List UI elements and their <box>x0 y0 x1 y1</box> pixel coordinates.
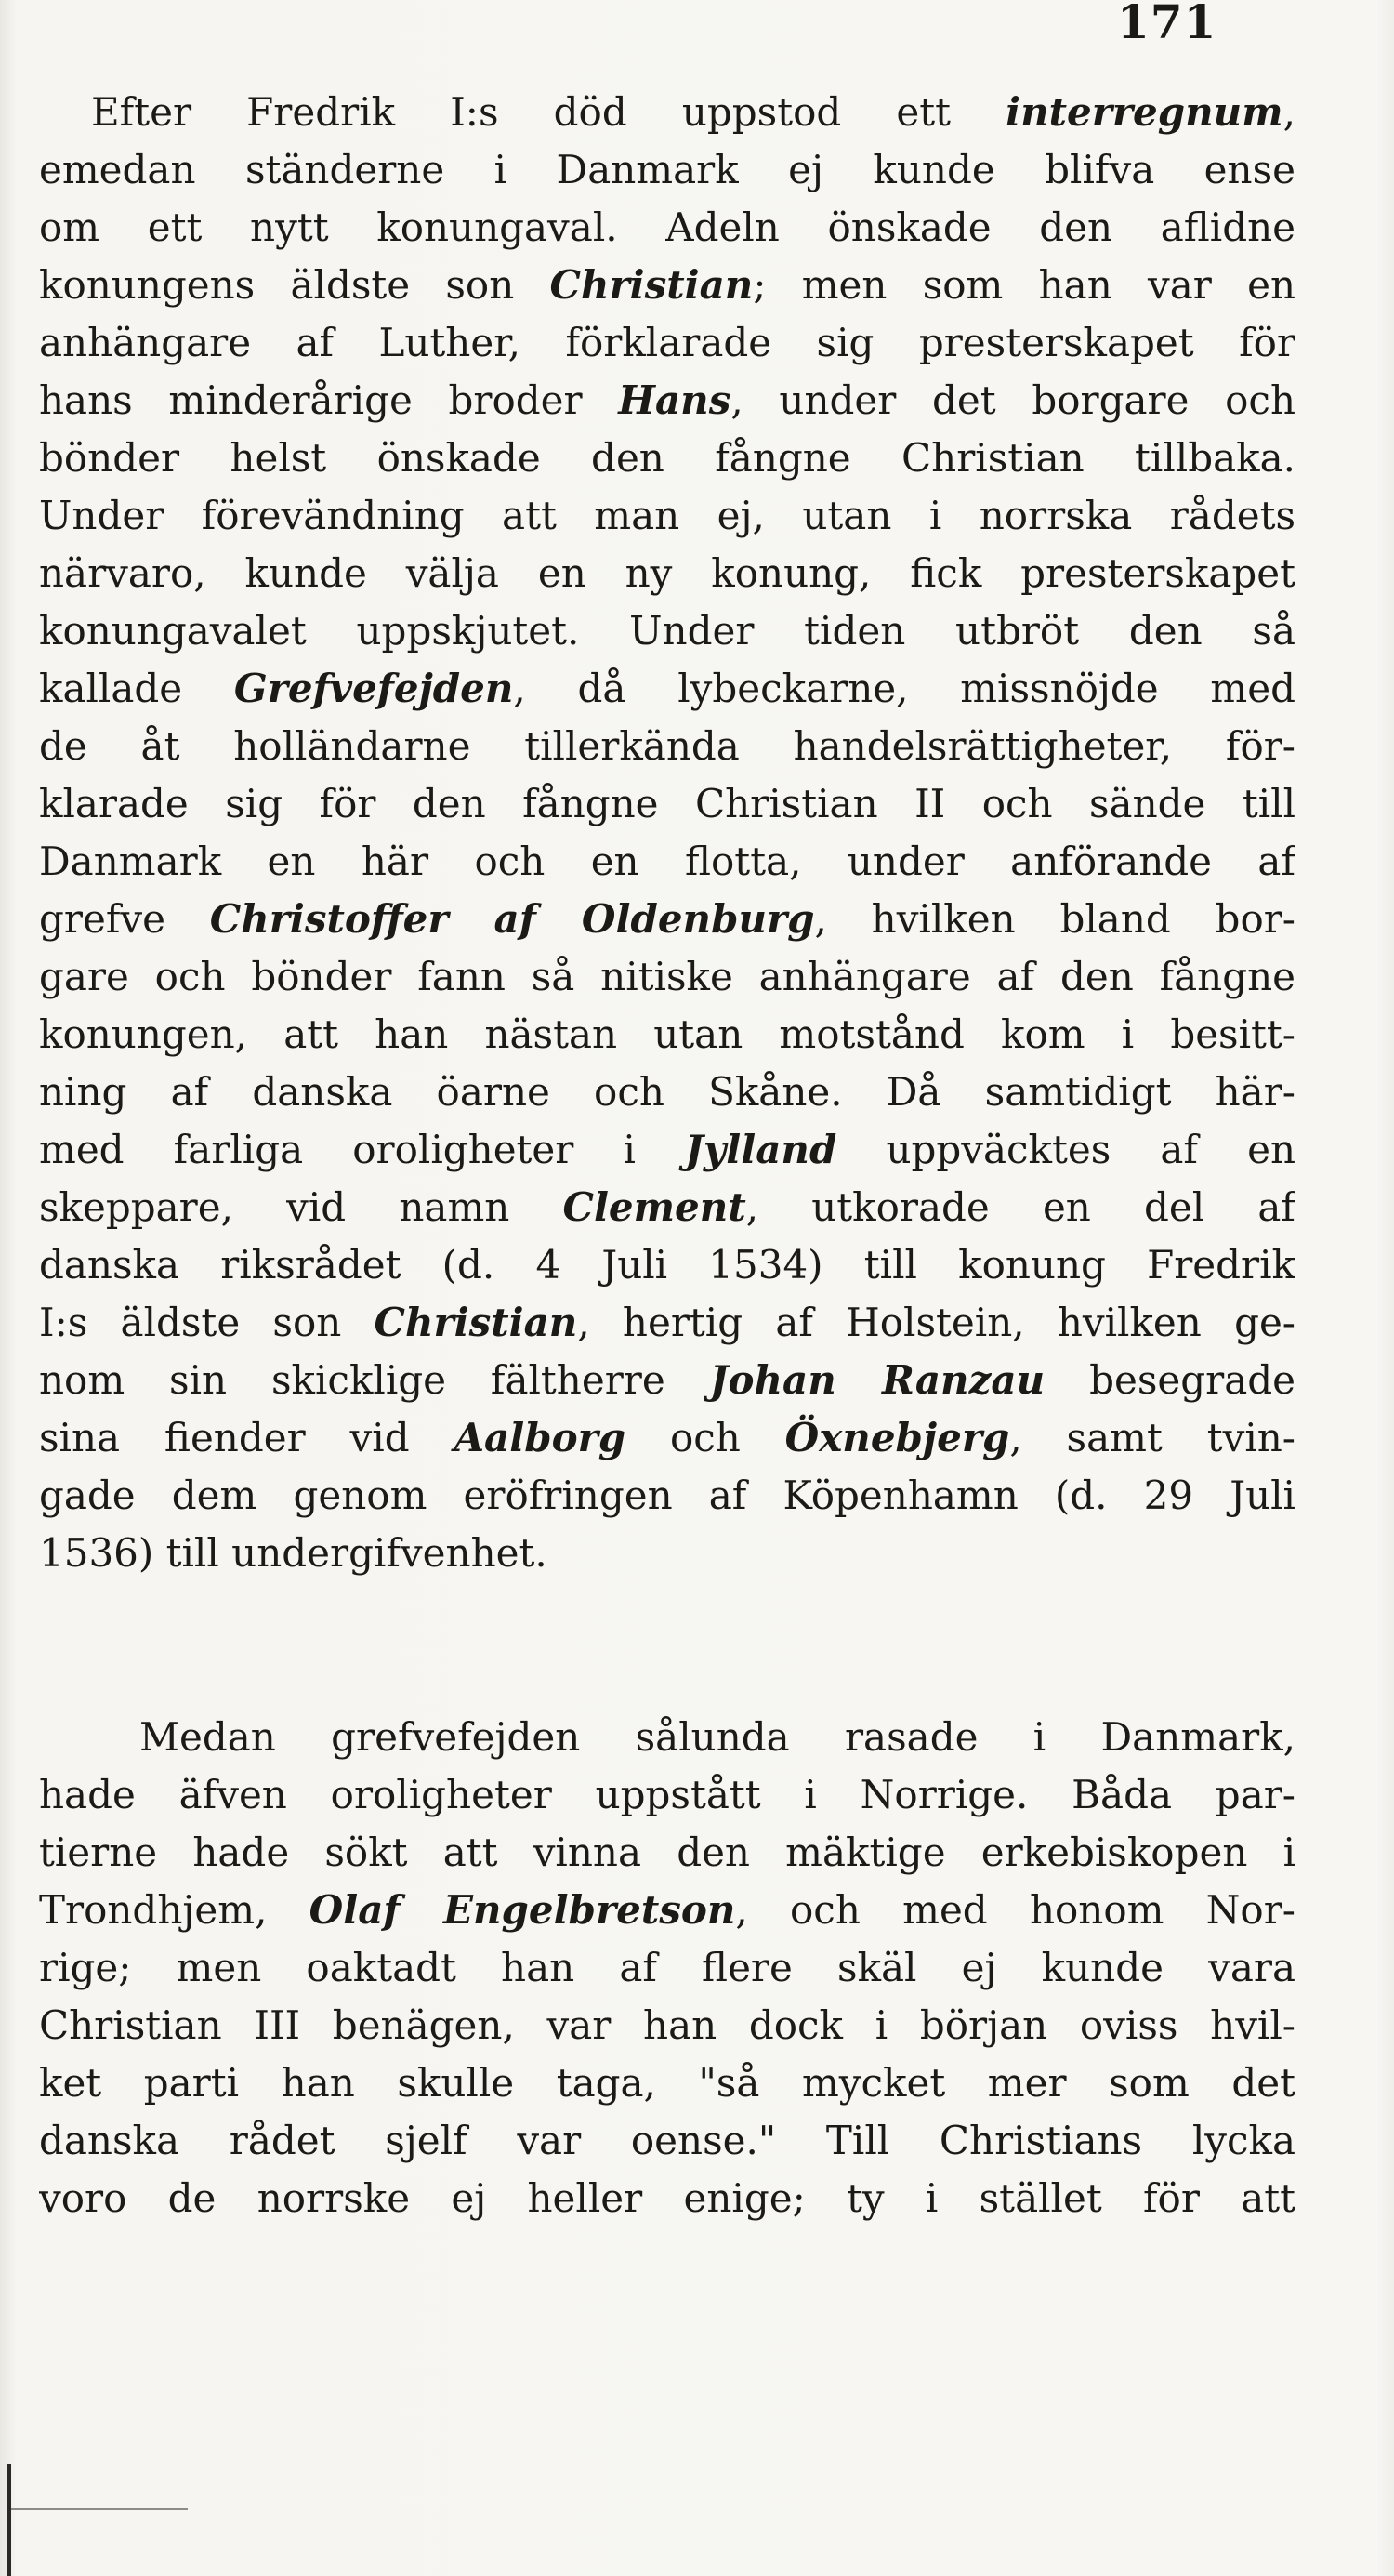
text-line <box>39 1409 1295 1467</box>
text-line <box>39 314 1295 372</box>
text-line <box>39 84 1295 141</box>
page-edge-line <box>11 2508 188 2510</box>
line-text: , hvilken bland bor- <box>814 896 1295 942</box>
line-text: skeppare, vid namn <box>39 1184 563 1230</box>
text-line <box>39 1882 1295 1939</box>
line-text: besegrade <box>1045 1357 1295 1403</box>
text-line <box>39 1766 1295 1824</box>
line-text: gare och bönder fann så nitiske anhängare af den fångne <box>39 954 1295 999</box>
line-text: ning af danska öarne och Skåne. Då samtidigt här- <box>39 1069 1295 1115</box>
emphasized-name: Jylland <box>685 1127 837 1172</box>
emphasized-name: Johan Ranzau <box>709 1357 1046 1403</box>
line-text: närvaro, kunde välja en ny konung, fick presterskapet <box>39 550 1295 596</box>
margin-rule <box>7 2464 11 2576</box>
text-line <box>39 372 1295 429</box>
line-text: kallade <box>39 666 234 711</box>
line-text: voro de norrske ej heller enige; ty i stället för att <box>39 2175 1295 2221</box>
emphasized-name: Christoffer af Oldenburg <box>209 896 815 942</box>
emphasized-name: Aalborg <box>454 1415 626 1460</box>
text-line <box>39 1467 1295 1525</box>
line-text: danska riksrådet (d. 4 Juli 1534) till konung Fredrik <box>39 1242 1295 1288</box>
text-line <box>39 2054 1295 2112</box>
text-line <box>39 1006 1295 1063</box>
text-line <box>39 1236 1295 1294</box>
line-text: med farliga oroligheter i <box>39 1127 686 1172</box>
line-text: Christian III benägen, var han dock i början oviss hvil- <box>39 2002 1295 2048</box>
text-line <box>39 1179 1295 1236</box>
text-line <box>39 775 1295 833</box>
line-text: Under förevändning att man ej, utan i norrska rådets <box>39 493 1295 538</box>
text-line <box>39 1709 1295 1766</box>
emphasized-name: Öxnebjerg <box>784 1415 1010 1460</box>
text-line <box>39 1824 1295 1882</box>
line-text: nom sin skicklige fältherre <box>39 1357 710 1403</box>
text-line <box>39 891 1295 948</box>
text-line <box>39 1121 1295 1179</box>
text-line <box>39 2170 1295 2227</box>
text-line <box>39 141 1295 199</box>
line-text: grefve <box>39 896 210 942</box>
line-text: anhängare af Luther, förklarade sig presterskapet för <box>39 320 1295 365</box>
line-text: sina fiender vid <box>39 1415 454 1460</box>
line-text: , under det borgare och <box>730 377 1295 423</box>
line-text: danska rådet sjelf var oense." Till Christians lycka <box>39 2118 1295 2163</box>
line-text: , utkorade en del af <box>745 1184 1295 1230</box>
emphasized-name: Christian <box>549 262 754 308</box>
line-text: 1536) till undergifvenhet. <box>39 1530 547 1576</box>
text-line <box>39 545 1295 602</box>
text-line <box>39 1525 1295 1582</box>
line-text: konungens äldste son <box>39 262 550 308</box>
text-line <box>39 2112 1295 2170</box>
text-line <box>39 1939 1295 1997</box>
line-text: ket parti han skulle taga, "så mycket mer som det <box>39 2060 1295 2106</box>
emphasized-name: Christian <box>374 1300 578 1345</box>
text-line <box>39 199 1295 257</box>
line-text: Danmark en här och en flotta, under anförande af <box>39 839 1295 884</box>
text-line <box>39 1063 1295 1121</box>
line-text: konungavalet uppskjutet. Under tiden utbröt den så <box>39 608 1295 654</box>
text-line <box>39 948 1295 1006</box>
text-line <box>39 602 1295 660</box>
text-line <box>39 257 1295 314</box>
text-line <box>39 718 1295 775</box>
line-text: I:s äldste son <box>39 1300 375 1345</box>
line-text: hade äfven oroligheter uppstått i Norrige. Båda par- <box>39 1772 1295 1817</box>
emphasized-name: Olaf Engelbretson <box>309 1887 736 1933</box>
text-line <box>39 660 1295 718</box>
text-line <box>39 1294 1295 1352</box>
line-text: Efter Fredrik I:s död uppstod ett <box>91 89 1006 135</box>
line-text: om ett nytt konungaval. Adeln önskade den aflidne <box>39 205 1295 250</box>
line-text: , och med honom Nor- <box>735 1887 1295 1933</box>
line-text: rige; men oaktadt han af flere skäl ej kunde vara <box>39 1945 1295 1990</box>
line-text: bönder helst önskade den fångne Christian tillbaka. <box>39 435 1295 481</box>
line-text: hans minderårige broder <box>39 377 619 423</box>
line-text: tierne hade sökt att vinna den mäktige erkebiskopen i <box>39 1830 1295 1875</box>
line-text: , samt tvin- <box>1009 1415 1295 1460</box>
text-line <box>39 833 1295 891</box>
emphasized-name: interregnum <box>1006 89 1283 135</box>
line-text: ; men som han var en <box>753 262 1295 308</box>
emphasized-name: Clement <box>562 1184 746 1230</box>
line-text: Trondhjem, <box>39 1887 309 1933</box>
line-text: , då lybeckarne, missnöjde med <box>513 666 1295 711</box>
page-number: 171 <box>1117 0 1217 49</box>
text-line <box>39 487 1295 545</box>
text-line <box>39 1997 1295 2054</box>
line-text: uppväcktes af en <box>836 1127 1295 1172</box>
emphasized-name: Grefvefejden <box>233 666 514 711</box>
emphasized-name: Hans <box>618 377 731 423</box>
text-line <box>39 1352 1295 1409</box>
line-text: klarade sig för den fångne Christian II och sände till <box>39 781 1295 826</box>
line-text: emedan ständerne i Danmark ej kunde blifva ense <box>39 147 1295 192</box>
line-text: och <box>625 1415 785 1460</box>
paragraph <box>39 1709 1295 2227</box>
line-text: , hertig af Holstein, hvilken ge- <box>577 1300 1295 1345</box>
line-text: Medan grefvefejden sålunda rasade i Danmark, <box>139 1714 1295 1760</box>
line-text: konungen, att han nästan utan motstånd kom i besitt- <box>39 1011 1295 1057</box>
text-line <box>39 429 1295 487</box>
line-text: gade dem genom eröfringen af Köpenhamn (d. 29 Juli <box>39 1473 1295 1518</box>
line-text: , <box>1282 89 1295 135</box>
paragraph <box>39 84 1295 1582</box>
line-text: de åt holländarne tillerkända handelsrättigheter, för- <box>39 723 1295 769</box>
